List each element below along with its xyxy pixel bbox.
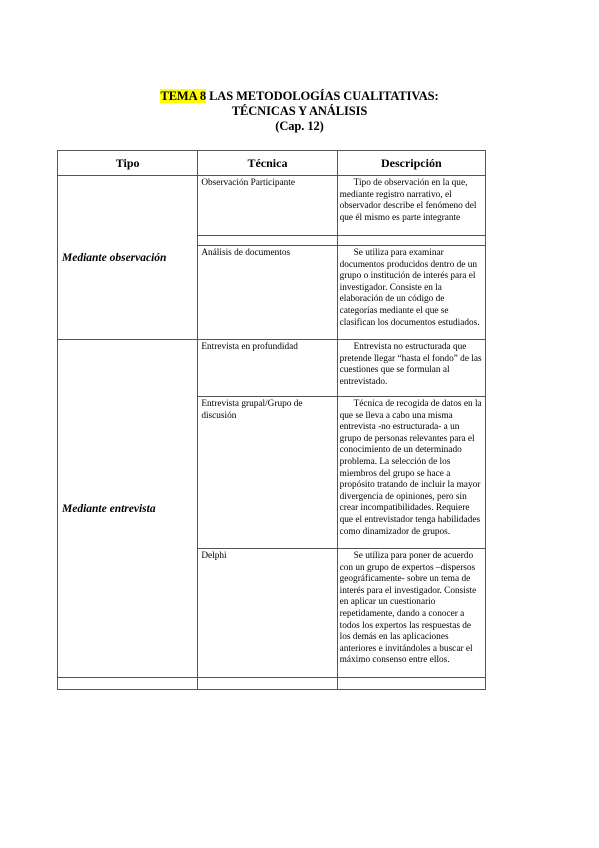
title-line-3: (Cap. 12)	[275, 119, 324, 133]
header-tecnica: Técnica	[198, 151, 337, 176]
tecnica-text: Delphi	[201, 551, 227, 561]
descripcion-text	[338, 246, 485, 329]
descripcion-text	[338, 397, 485, 538]
tecnica-text: Entrevista grupal/Grupo de discusión	[201, 399, 303, 421]
empty-cell	[337, 678, 485, 690]
descripcion-cell	[337, 340, 485, 397]
tema-highlight: TEMA 8	[160, 89, 207, 103]
descripcion-cell	[337, 397, 485, 549]
descripcion-cell	[337, 549, 485, 678]
descripcion-body: Técnica de recogida de datos en la que se lleva a cabo una misma entrevista -no estructurada- a un grupo de personas relevantes para el conocimiento de un determinado problema. La selección de los miembros del grupo se hace a propósito tratando de incluir la mayor divergencia de opiniones, pero sin crear incompatibilidades. Requiere que el entrevistador tenga habilidades como dinamizador de grupos.	[339, 399, 482, 537]
descripcion-text	[338, 176, 485, 224]
empty-cell	[337, 236, 485, 246]
tecnica-text: Entrevista en profundidad	[201, 342, 298, 352]
tecnica-cell	[198, 340, 337, 397]
title-line-1	[0, 89, 599, 104]
tecnica-cell	[198, 549, 337, 678]
table-row-empty	[58, 678, 486, 690]
table-row	[58, 176, 486, 236]
empty-cell	[198, 236, 337, 246]
descripcion-body: Tipo de observación en la que, mediante registro narrativo, el observador describe el fenómeno del que él mismo es parte integrante	[339, 178, 477, 223]
tecnica-cell	[198, 176, 337, 236]
descripcion-body: Se utiliza para poner de acuerdo con un grupo de expertos –dispersos geográficamente- sobre un tema de interés para el investigador. Consiste en aplicar un cuestionario repetidamente, dando a conocer a todos los expertos las respuestas de los demás en las aplicaciones anteriores e invitándoles a buscar el máximo consenso entre ellos.	[339, 551, 477, 666]
tecnica-text: Observación Participante	[201, 178, 296, 188]
tecnica-text: Análisis de documentos	[201, 248, 291, 258]
descripcion-text	[338, 340, 485, 388]
descripcion-body: Se utiliza para examinar documentos producidos dentro de un grupo o institución de interés para el investigador. Consiste en la elaboración de un código de categorías mediante el que se clasifican los documentos estudiados.	[339, 248, 480, 328]
descripcion-body: Entrevista no estructurada que pretende llegar “hasta el fondo” de las cuestiones que se formulan al entrevistado.	[339, 342, 482, 387]
tecnica-cell	[198, 397, 337, 549]
techniques-table	[57, 150, 486, 690]
title-line-1-rest: LAS METODOLOGÍAS CUALITATIVAS:	[206, 89, 439, 103]
title-line-2: TÉCNICAS Y ANÁLISIS	[231, 104, 368, 118]
table-header-row	[58, 151, 486, 176]
empty-cell	[58, 678, 198, 690]
document-title	[0, 89, 599, 134]
descripcion-text	[338, 549, 485, 667]
tipo-entrevista: Mediante entrevista	[58, 340, 198, 678]
descripcion-cell	[337, 246, 485, 340]
header-tipo: Tipo	[58, 151, 198, 176]
descripcion-cell	[337, 176, 485, 236]
tecnica-cell	[198, 246, 337, 340]
header-descripcion: Descripción	[337, 151, 485, 176]
table-row	[58, 340, 486, 397]
tipo-observacion: Mediante observación	[58, 176, 198, 340]
empty-cell	[198, 678, 337, 690]
